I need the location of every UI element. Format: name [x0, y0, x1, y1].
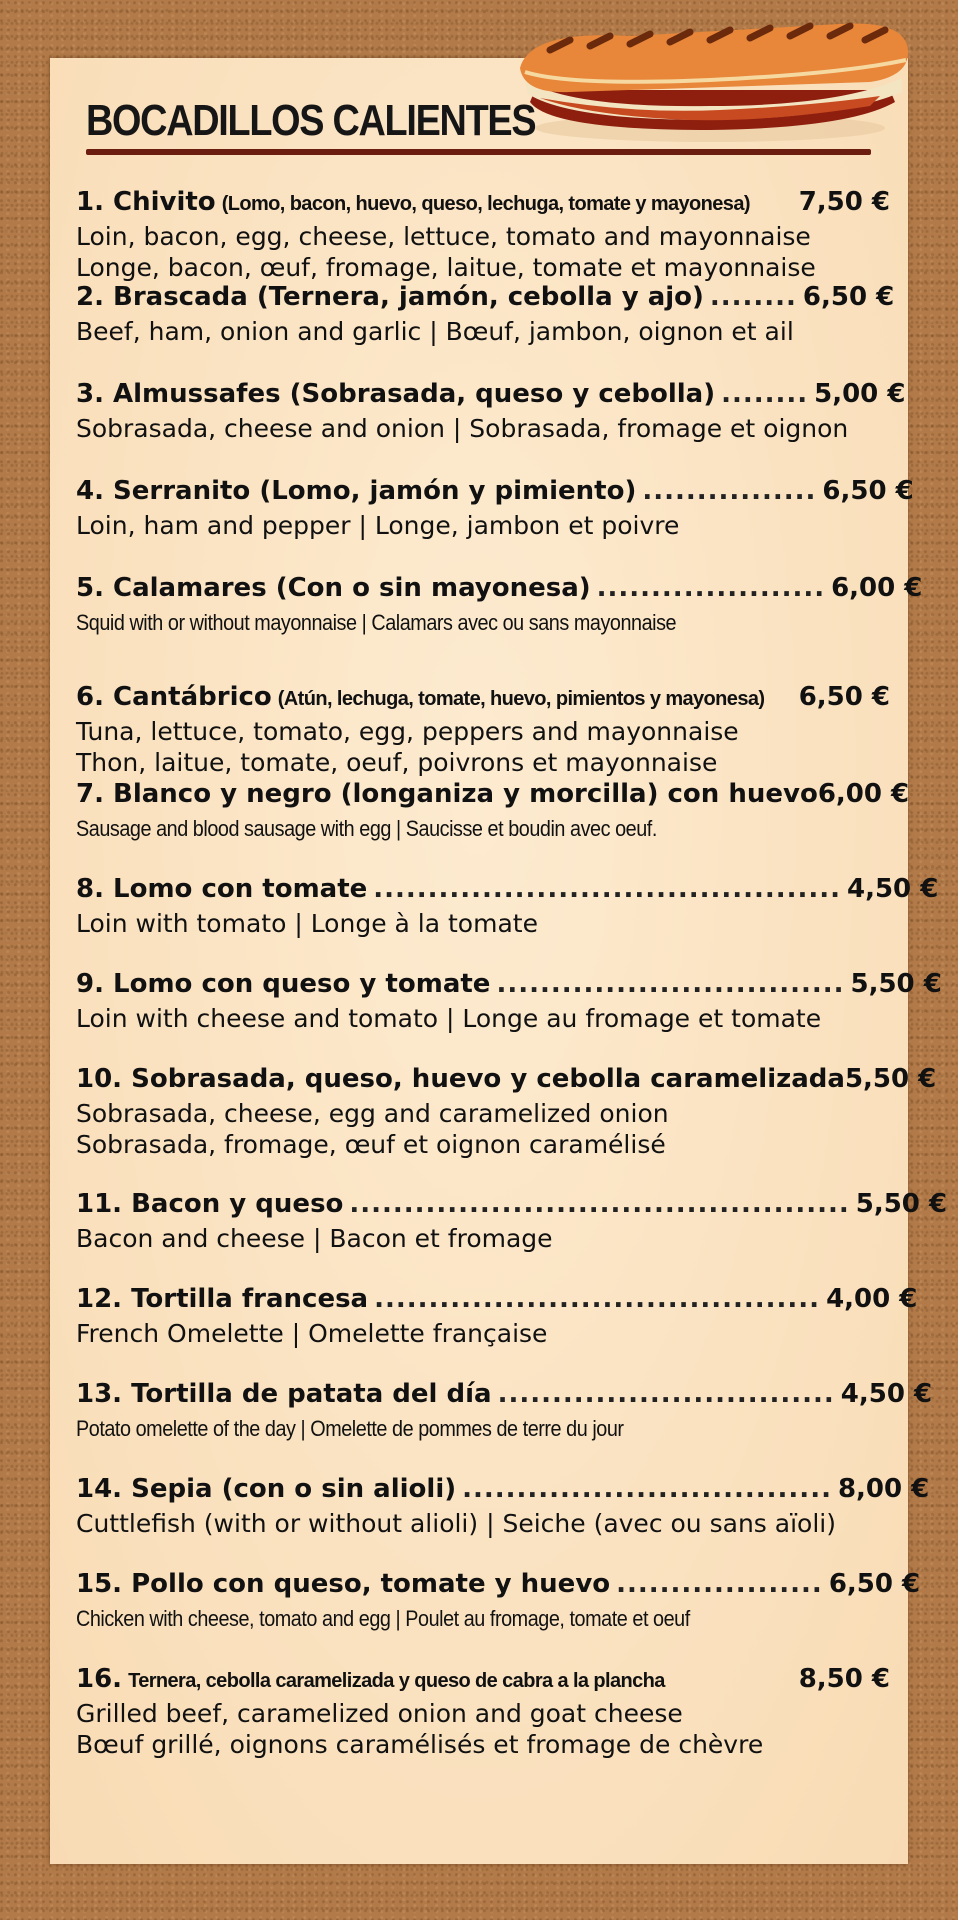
leader-dots: .............................................. [349, 1189, 850, 1219]
menu-item-name: 9. Lomo con queso y tomate [76, 969, 491, 999]
menu-item-header [76, 379, 906, 413]
menu-item-header [76, 969, 942, 1003]
menu-item-header [76, 1569, 921, 1603]
menu-item-name: 7. Blanco y negro (longaniza y morcilla) con huevo [76, 779, 818, 809]
menu-item-translation: Loin with cheese and tomato | Longe au fromage et tomate [76, 1004, 822, 1033]
menu-item-price: 6,00 € [831, 573, 923, 603]
menu-item [76, 379, 906, 474]
menu-item-translation: Beef, ham, onion and garlic | Bœuf, jambon, oignon et ail [76, 317, 794, 346]
menu-item-price: 5,00 € [814, 379, 906, 409]
menu-item-price: 4,50 € [840, 1379, 933, 1409]
menu-item-translation: French Omelette | Omelette française [76, 1319, 548, 1348]
menu-item-header [76, 874, 939, 908]
menu-item-translation: Chicken with cheese, tomato and egg | Poulet au fromage, tomate et oeuf [76, 1606, 690, 1631]
menu-item [76, 187, 890, 282]
menu-item-header [76, 779, 910, 813]
leader-dots: ........ [709, 282, 797, 312]
page-title: BOCADILLOS CALIENTES [86, 96, 536, 145]
menu-item-name: 4. Serranito (Lomo, jamón y pimiento) [76, 476, 637, 506]
menu-item-ingredients: (Atún, lechuga, tomate, huevo, pimientos y mayonesa) [277, 688, 765, 710]
menu-item-name: 2. Brascada (Ternera, jamón, cebolla y ajo) [76, 282, 704, 312]
leader-dots: ................ [642, 476, 817, 506]
menu-item-name: 1. Chivito [76, 187, 216, 217]
menu-item-translation: Potato omelette of the day | Omelette de pommes de terre du jour [76, 1416, 624, 1441]
menu-item-price: 4,00 € [826, 1284, 918, 1314]
menu-item-header [76, 1664, 890, 1698]
menu-item-header [76, 282, 895, 316]
leader-dots: .................................. [462, 1474, 832, 1504]
menu-item-price: 6,50 € [802, 282, 895, 312]
menu-item-header [76, 682, 890, 716]
menu-item-price: 7,50 € [798, 187, 890, 217]
leader-dots: ......................................... [374, 1284, 821, 1314]
menu-item [76, 476, 914, 571]
menu-item-translation: Cuttlefish (with or without alioli) | Seiche (avec ou sans aïoli) [76, 1509, 836, 1538]
menu-item-price: 6,50 € [798, 682, 890, 712]
menu-item-name: 10. Sobrasada, queso, huevo y cebolla caramelizada [76, 1064, 845, 1094]
menu-item-translation: Sobrasada, cheese, egg and caramelized onion [76, 1099, 669, 1128]
leader-dots: ..................... [596, 573, 826, 603]
sandwich-image [510, 10, 910, 155]
menu-item-name: 12. Tortilla francesa [76, 1284, 369, 1314]
menu-item-translation: Tuna, lettuce, tomato, egg, peppers and mayonnaise [76, 717, 739, 746]
menu-item-header [76, 1284, 918, 1318]
menu-item [76, 682, 890, 777]
menu-item-translation: Thon, laitue, tomate, oeuf, poivrons et mayonnaise [76, 748, 718, 777]
menu-item-name: 15. Pollo con queso, tomate y huevo [76, 1569, 611, 1599]
menu-item-header [76, 1189, 948, 1223]
menu-item-name: 5. Calamares (Con o sin mayonesa) [76, 573, 591, 603]
menu-item-price: 5,50 € [850, 969, 942, 999]
menu-item-translation: Sausage and blood sausage with egg | Saucisse et boudin avec oeuf. [76, 816, 657, 841]
menu-item [76, 779, 910, 874]
menu-item-translation: Squid with or without mayonnaise | Calamars avec ou sans mayonnaise [76, 610, 677, 635]
menu-item [76, 573, 923, 668]
menu-item-price: 5,50 € [844, 1064, 937, 1094]
menu-item-translation: Bacon and cheese | Bacon et fromage [76, 1224, 553, 1253]
menu-item-name: 13. Tortilla de patata del día [76, 1379, 492, 1409]
menu-item-name: 8. Lomo con tomate [76, 874, 368, 904]
menu-item-translation: Loin, ham and pepper | Longe, jambon et poivre [76, 511, 680, 540]
menu-item-ingredients: Ternera, cebolla caramelizada y queso de cabra a la plancha [128, 1670, 665, 1692]
menu-item [76, 969, 942, 1064]
menu-item-price: 5,50 € [855, 1189, 948, 1219]
title-underline [86, 149, 871, 155]
menu-item-header [76, 1474, 930, 1508]
menu-item-translation: Loin with tomato | Longe à la tomate [76, 909, 538, 938]
menu-item-header [76, 187, 890, 221]
menu-item-price: 4,50 € [847, 874, 939, 904]
menu-item-translation: Longe, bacon, œuf, fromage, laitue, tomate et mayonnaise [76, 253, 816, 282]
menu-item-price: 6,00 € [817, 779, 910, 809]
menu-item-translation: Sobrasada, fromage, œuf et oignon caramélisé [76, 1130, 666, 1159]
menu-item [76, 1664, 890, 1759]
menu-item-header [76, 476, 914, 510]
menu-item-translation: Bœuf grillé, oignons caramélisés et fromage de chèvre [76, 1730, 764, 1759]
menu-item-price: 6,50 € [828, 1569, 921, 1599]
menu-item-ingredients: (Lomo, bacon, huevo, queso, lechuga, tomate y mayonesa) [221, 193, 750, 215]
leader-dots: ........ [721, 379, 809, 409]
menu-item [76, 1284, 918, 1379]
leader-dots: ................................ [496, 969, 845, 999]
menu-item-price: 8,00 € [837, 1474, 930, 1504]
leader-dots: ................... [616, 1569, 823, 1599]
menu-item-name: 11. Bacon y queso [76, 1189, 344, 1219]
menu-item-translation: Loin, bacon, egg, cheese, lettuce, tomato and mayonnaise [76, 222, 811, 251]
menu-item-name: 6. Cantábrico [76, 682, 272, 712]
menu-item [76, 1379, 933, 1474]
menu-item [76, 282, 895, 377]
menu-item [76, 1474, 930, 1569]
leader-dots: ........................................... [373, 874, 841, 904]
leader-dots: ............................... [497, 1379, 835, 1409]
menu-item [76, 1569, 921, 1664]
menu-item [76, 1064, 937, 1159]
menu-item-price: 6,50 € [822, 476, 914, 506]
menu-item-translation: Sobrasada, cheese and onion | Sobrasada, fromage et oignon [76, 414, 849, 443]
menu-item-translation: Grilled beef, caramelized onion and goat cheese [76, 1699, 683, 1728]
menu-item-name: 16. [76, 1664, 123, 1694]
menu-item-header [76, 1064, 937, 1098]
menu-item [76, 1189, 948, 1284]
menu-item-header [76, 573, 923, 607]
menu-item [76, 874, 939, 969]
menu-item-name: 3. Almussafes (Sobrasada, queso y cebolla) [76, 379, 716, 409]
menu-item-header [76, 1379, 933, 1413]
menu-item-price: 8,50 € [798, 1664, 890, 1694]
menu-item-name: 14. Sepia (con o sin alioli) [76, 1474, 457, 1504]
